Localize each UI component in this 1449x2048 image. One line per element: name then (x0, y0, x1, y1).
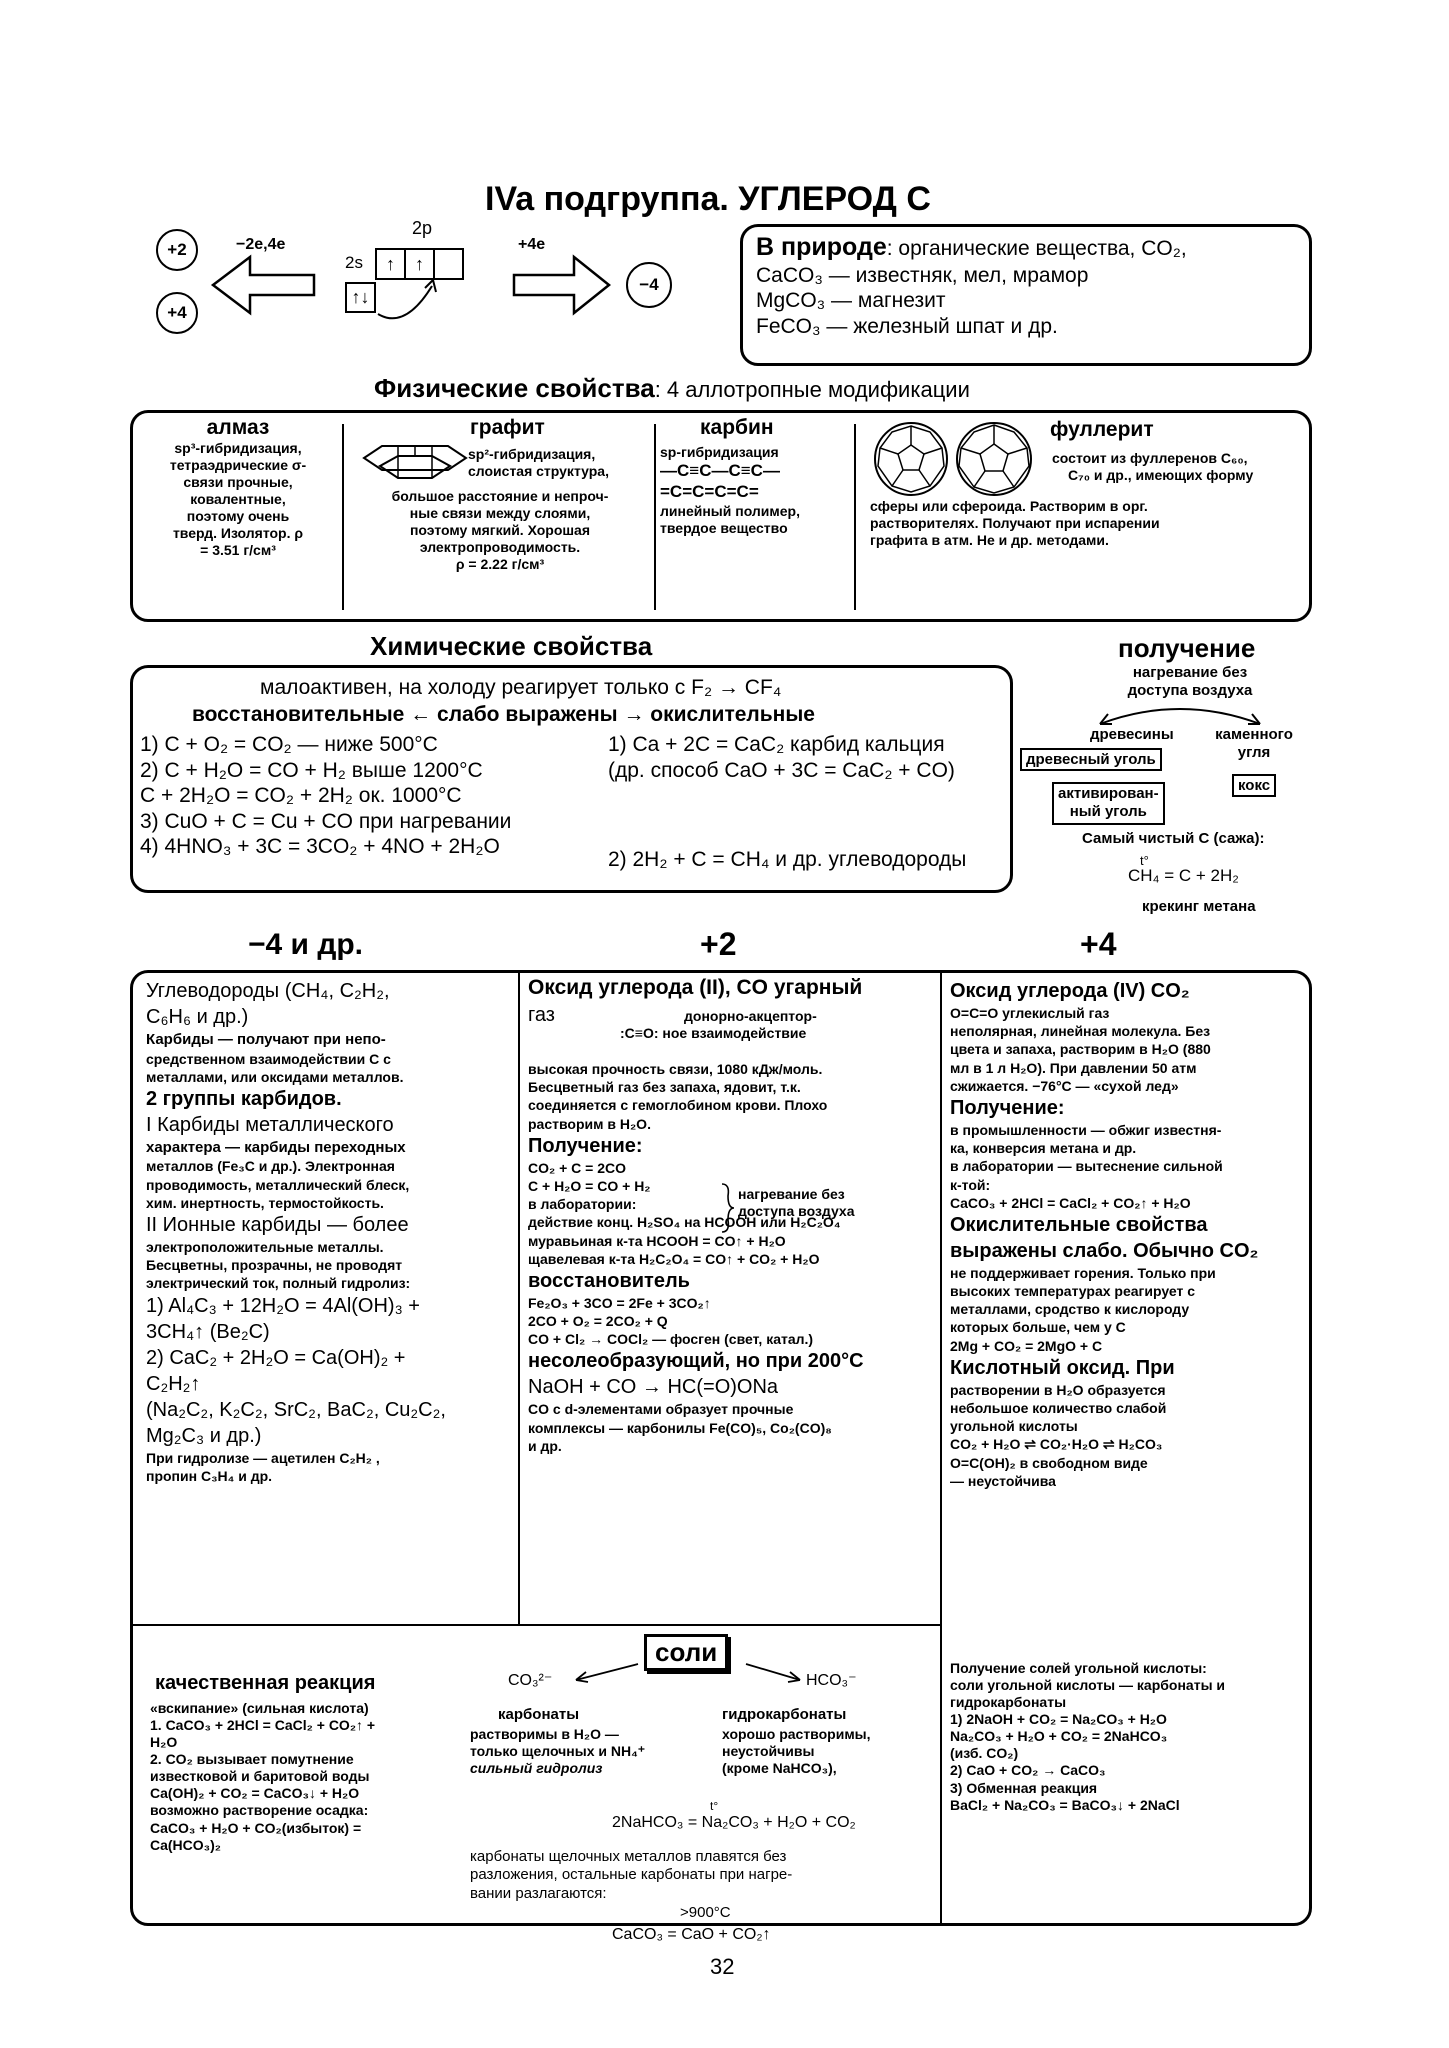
co2-line: в лаборатории — вытеснение сильной (950, 1158, 1223, 1175)
karbin-line: линейный полимер, (660, 502, 800, 519)
fullerit-text (870, 498, 1160, 549)
fullerit-line: растворителях. Получают при испарении (870, 515, 1160, 532)
graphite-structure-icon (358, 438, 472, 484)
divider (518, 972, 520, 1624)
carbide-line: проводимость, металлический блеск, (146, 1176, 410, 1193)
melt-line: вании разлагаются: (470, 1884, 607, 1902)
production-sub (1110, 664, 1270, 701)
grafit-line: большое расстояние и непроч- (391, 488, 609, 504)
fullerit-line: сферы или сфероида. Растворим в орг. (870, 498, 1148, 514)
almaz-line: тверд. Изолятор. ρ (172, 525, 304, 542)
right-arrow-icon (744, 1660, 804, 1686)
karbin-line: sp-гибридизация (660, 444, 779, 460)
carbide-line: электроположительные металлы. (146, 1238, 384, 1255)
kam-label (1212, 726, 1296, 763)
orbital-2p-label: 2p (412, 218, 433, 238)
carb-line: только щелочных и NH₄⁺ (470, 1743, 646, 1760)
co2-line: — неустойчива (950, 1472, 1056, 1489)
chemical-line1: малоактивен, на холоду реагирует только с F₂ → CF₄ (260, 676, 782, 699)
page-title: IVa подгруппа. УГЛЕРОД С (485, 180, 931, 218)
carbide-line: металлами, или оксидами металлов. (146, 1068, 404, 1085)
qual-line: известковой и баритовой воды (150, 1768, 370, 1785)
salts-right-line: Na₂CO₃ + H₂O + CO₂ = 2NaHCO₃ (950, 1728, 1168, 1745)
carbonates-text (470, 1726, 645, 1777)
salts-right-line: 3) Обменная реакция (950, 1779, 1098, 1796)
donor-line: донорно-акцептор- (684, 1008, 817, 1024)
hydrocarbons-carbides-column (146, 978, 516, 1485)
co2-line: в промышленности — обжиг известня- (950, 1121, 1222, 1138)
hcarb-line: хорошо растворимы, (722, 1726, 871, 1742)
grafit-right-text (468, 446, 609, 480)
orbital-2p-cell-1: ↑ (375, 248, 406, 280)
kam-line: каменного (1215, 726, 1293, 743)
co2-line: Кислотный оксид. При (950, 1356, 1175, 1379)
grafit-line: поэтому мягкий. Хорошая (409, 522, 591, 539)
co2-line: O=C=O углекислый газ (950, 1005, 1110, 1021)
ox-header-plus2: +2 (700, 926, 737, 962)
hcarb-line: (кроме NaHCO₃), (722, 1760, 837, 1777)
carb-line: сильный гидролиз (470, 1760, 603, 1777)
fullerit-line: состоит из фуллеренов C₆₀, (1052, 450, 1248, 466)
caco3-decomp: CaCO₃ = CaO + CO₂↑ (612, 1926, 771, 1943)
carbide-line: II Ионные карбиды — более (146, 1213, 409, 1236)
co2-line: выражены слабо. Обычно CO₂ (950, 1239, 1259, 1262)
almaz-line: поэтому очень (186, 508, 290, 525)
co-line: комплексы — карбонилы Fe(CO)₅, Co₂(CO)₈ (528, 1419, 832, 1436)
cracking-equation: CH₄ = C + 2H₂ (1128, 866, 1239, 885)
co2-line: угольной кислоты (950, 1418, 1078, 1435)
carbide-line: 1) Al₄C₃ + 12H₂O = 4Al(OH)₃ + (146, 1294, 420, 1317)
co-line: несолеобразующий, но при 200°C (528, 1350, 864, 1373)
carbide-line: пропин C₃H₄ и др. (146, 1467, 273, 1484)
qual-heading: качественная реакция (155, 1672, 376, 1694)
electron-gain-label: +4e (518, 236, 546, 253)
right-arrow-icon (512, 254, 612, 316)
grafit-text (350, 488, 650, 573)
page-number: 32 (710, 1954, 735, 1979)
salts-title-box (644, 1634, 728, 1671)
donor-line: :C≡O: ное взаимодействие (620, 1025, 807, 1042)
electron-loss-label: −2e,4e (236, 236, 286, 253)
brace-note-line: доступа воздуха (738, 1203, 855, 1220)
fullerene-c70-icon (954, 420, 1034, 498)
co2-line: O=C(OH)₂ в свободном виде (950, 1454, 1148, 1471)
co2-line: CaCO₃ + 2HCl = CaCl₂ + CO₂↑ + H₂O (950, 1194, 1191, 1211)
physical-heading: Физические свойства: 4 аллотропные модификации (374, 373, 970, 403)
co2-line: Окислительные свойства (950, 1213, 1208, 1236)
carbide-line: 3CH₄↑ (Be₂C) (146, 1320, 270, 1343)
carbide-line: 2) CaC₂ + 2H₂O = Ca(OH)₂ + (146, 1346, 406, 1369)
carbide-line: Карбиды — получают при непо- (146, 1031, 386, 1048)
co3-ion: CO₃²⁻ (508, 1672, 553, 1689)
almaz-line: связи прочные, (183, 474, 293, 491)
salts-right-line: BaCl₂ + Na₂CO₃ = BaCO₃↓ + 2NaCl (950, 1796, 1180, 1813)
almaz-line: = 3.51 г/см³ (200, 542, 276, 559)
qual-line: Ca(OH)₂ + CO₂ = CaCO₃↓ + H₂O (150, 1785, 360, 1802)
co2-line: к-той: (950, 1176, 991, 1193)
reaction-line: 3) CuO + C = Cu + CO при нагревании (140, 809, 512, 833)
co2-line: высоких температурах реагирует с (950, 1283, 1196, 1300)
ox-header-minus4: −4 и др. (248, 928, 364, 961)
chemical-line2: восстановительные ← слабо выражены → окислительные (192, 703, 815, 726)
grafit-line: слоистая структура, (468, 463, 609, 480)
co-heading: Оксид углерода (II), CO угарный (528, 976, 863, 999)
co-line: Бесцветный газ без запаха, ядовит, т.к. (528, 1079, 801, 1096)
karbin-line: —C≡C—C≡C— (660, 461, 780, 481)
nature-line: : органические вещества, CO₂, (886, 237, 1187, 260)
production-sub-line: нагревание без (1132, 664, 1248, 681)
oxidation-plus2-circle: +2 (156, 229, 198, 271)
almaz-title: алмаз (206, 416, 270, 439)
co2-line: небольшое количество слабой (950, 1400, 1167, 1416)
nature-heading: В природе (756, 233, 887, 261)
co-line: щавелевая к-та H₂C₂O₄ = CO↑ + CO₂ + H₂O (528, 1250, 820, 1267)
grafit-line: ρ = 2.22 г/см³ (455, 556, 545, 573)
almaz-line: ковалентные, (190, 491, 286, 508)
carbide-line: Mg₂C₃ и др.) (146, 1424, 262, 1447)
karbin-line: твердое вещество (660, 519, 788, 536)
melt-line: карбонаты щелочных металлов плавятся без (470, 1848, 787, 1865)
qual-line: H₂O (150, 1734, 178, 1751)
co2-line: мл в 1 л H₂O). При давлении 50 атм (950, 1059, 1197, 1076)
salts-right-line: гидрокарбонаты (950, 1694, 1067, 1711)
decomp-equation: 2NaHCO₃ = Na₂CO₃ + H₂O + CO₂ (612, 1814, 856, 1831)
co2-line: не поддерживает горения. Только при (950, 1264, 1216, 1281)
co2-line: цвета и запаха, растворим в H₂O (880 (950, 1041, 1211, 1058)
decomp-t: t° (710, 1799, 719, 1813)
grafit-line: электропроводимость. (419, 539, 581, 556)
production-sub-line: доступа воздуха (1127, 682, 1253, 700)
co-line: действие конц. H₂SO₄ на HCOOH или H₂C₂O₄ (528, 1214, 841, 1231)
grafit-title: графит (470, 416, 545, 439)
kam-line: угля (1237, 744, 1271, 762)
co2-column (950, 978, 1306, 1490)
co-line: растворим в H₂O. (528, 1115, 651, 1132)
fullerit-line: графита в атм. He и др. методами. (870, 532, 1109, 549)
salts-right-line: 1) 2NaOH + CO₂ = Na₂CO₃ + H₂O (950, 1711, 1167, 1728)
reaction-line: 2) C + H₂O = CO + H₂ выше 1200°C (140, 758, 483, 782)
qual-line: Ca(HCO₃)₂ (150, 1836, 222, 1853)
almaz-section (140, 416, 336, 560)
nature-line: CaCO₃ — известняк, мел, мрамор (756, 263, 1089, 287)
nature-line: MgCO₃ — магнезит (756, 289, 946, 313)
almaz-line: тетраэдрические σ- (169, 457, 307, 474)
coke-box: кокс (1232, 774, 1276, 797)
activated-carbon-box (1052, 782, 1165, 825)
co2-line: CO₂ + H₂O ⇌ CO₂·H₂O ⇌ H₂CO₃ (950, 1436, 1163, 1453)
co-line: CO₂ + C = 2CO (528, 1159, 627, 1176)
left-arrow-icon (570, 1660, 640, 1686)
ox-header-plus4: +4 (1080, 926, 1117, 962)
co-line: CO + Cl₂ → COCl₂ — фосген (свет, катал.) (528, 1331, 814, 1348)
melt-line: разложения, остальные карбонаты при нагре- (470, 1866, 793, 1884)
co-line: соединяется с гемоглобином крови. Плохо (528, 1097, 828, 1114)
activated-line: активирован- (1058, 785, 1159, 802)
karbin-section (660, 416, 850, 537)
reaction-line: 4) 4HNO₃ + 3C = 3CO₂ + 4NO + 2H₂O (140, 835, 500, 859)
production-branch-icon (1080, 702, 1280, 728)
carbide-line: I Карбиды металлического (146, 1113, 394, 1136)
co-line: NaOH + CO → HC(=O)ONa (528, 1376, 779, 1399)
fullerit-title: фуллерит (1050, 418, 1154, 441)
co-line: CO с d-элементами образует прочные (528, 1401, 794, 1418)
co-line: восстановитель (528, 1269, 690, 1292)
hco3-ion: HCO₃⁻ (806, 1672, 857, 1689)
co2-line: ка, конверсия метана и др. (950, 1140, 1137, 1157)
carbide-line: Бесцветны, прозрачны, не проводят (146, 1257, 403, 1274)
carbide-line: C₆H₆ и др.) (146, 1006, 249, 1028)
carbonates-heading: карбонаты (498, 1706, 579, 1723)
melt-text (470, 1848, 792, 1903)
orbital-2s-cell: ↑↓ (345, 282, 376, 313)
brace-note-line: нагревание без (738, 1186, 845, 1202)
co-line: 2CO + O₂ = 2CO₂ + Q (528, 1313, 668, 1330)
production-heading: получение (1118, 633, 1256, 663)
divider (342, 424, 344, 610)
co-line: муравьиная к-та HCOOH = CO↑ + H₂O (528, 1232, 786, 1249)
promotion-arrow-icon (370, 270, 450, 330)
co2-line: Оксид углерода (IV) CO₂ (950, 980, 1190, 1002)
carbide-line: характера — карбиды переходных (146, 1138, 406, 1156)
oxidation-minus4-circle: −4 (626, 262, 672, 308)
reaction-line: 2) 2H₂ + C = CH₄ и др. углеводороды (608, 848, 967, 871)
co-donor (620, 1008, 817, 1042)
salts-right-line: (изб. CO₂) (950, 1745, 1019, 1762)
co-line: в лаборатории: (528, 1196, 637, 1213)
salts-right-line: соли угольной кислоты — карбонаты и (950, 1677, 1226, 1694)
reaction-line: (др. способ CaO + 3C = CaC₂ + CO) (608, 758, 955, 782)
divider (132, 1624, 940, 1626)
hydrocarbonates-text (722, 1726, 871, 1777)
co2-line: которых больше, чем у C (950, 1319, 1126, 1336)
carb-line: растворимы в H₂O — (470, 1726, 619, 1742)
qual-line: CaCO₃ + H₂O + CO₂(избыток) = (150, 1819, 362, 1836)
salts-right-text (950, 1660, 1225, 1814)
orbital-2p-cell-2: ↑ (404, 248, 435, 280)
carbide-line: При гидролизе — ацетилен C₂H₂ , (146, 1449, 380, 1466)
qual-line: 1. CaCO₃ + 2HCl = CaCl₂ + CO₂↑ + (150, 1717, 376, 1734)
co2-line: неполярная, линейная молекула. Без (950, 1023, 1211, 1040)
qual-line: 2. CO₂ вызывает помутнение (150, 1751, 354, 1768)
carbide-line: хим. инертность, термостойкость. (146, 1194, 384, 1211)
left-arrow-icon (210, 254, 316, 316)
salts-title: соли (655, 1637, 718, 1667)
karbin-line: =C=C=C=C= (660, 481, 759, 501)
co-gas: газ (528, 1004, 555, 1026)
divider (654, 424, 656, 610)
chemical-left-reactions (140, 732, 511, 860)
fullerit-right-text (1052, 450, 1253, 484)
qual-line: возможно растворение осадка: (150, 1802, 369, 1819)
fullerit-line: C₇₀ и др., имеющих форму (1068, 467, 1254, 484)
divider (854, 424, 856, 610)
brace-note (738, 1186, 855, 1220)
cracking-t: t° (1140, 853, 1149, 868)
salts-right-line: Получение солей угольной кислоты: (950, 1660, 1207, 1676)
co-line: высокая прочность связи, 1080 кДж/моль. (528, 1061, 823, 1077)
reaction-line: 1) Ca + 2C = CaC₂ карбид кальция (608, 733, 945, 756)
grafit-line: sp²-гибридизация, (468, 446, 596, 462)
co-line: C + H₂O = CO + H₂ (528, 1177, 651, 1194)
fullerene-c60-icon (872, 420, 950, 498)
qual-text (150, 1700, 375, 1854)
co2-line: 2Mg + CO₂ = 2MgO + C (950, 1337, 1103, 1354)
carbide-line: (Na₂C₂, K₂C₂, SrC₂, BaC₂, Cu₂C₂, (146, 1398, 446, 1421)
carbide-line: электрический ток, полный гидролиз: (146, 1275, 411, 1292)
co-line: Получение: (528, 1134, 643, 1157)
karbin-title: карбин (700, 416, 774, 439)
carbide-line: металлов (Fe₃C и др.). Электронная (146, 1158, 395, 1175)
pure-carbon-label: Самый чистый C (сажа): (1082, 830, 1265, 847)
activated-line: ный уголь (1069, 803, 1147, 821)
almaz-line: sp³-гибридизация, (174, 440, 302, 456)
reaction-line: C + 2H₂O = CO₂ + 2H₂ ок. 1000°C (140, 784, 462, 808)
hcarb-line: неустойчивы (722, 1743, 815, 1760)
temp-label: >900°C (680, 1904, 731, 1921)
charcoal-box: древесный уголь (1020, 748, 1162, 771)
carbide-line: C₂H₂↑ (146, 1372, 201, 1395)
carbide-line: средственном взаимодействии C с (146, 1050, 391, 1067)
co-column (528, 1060, 936, 1455)
salts-right-line: 2) CaO + CO₂ → CaCO₃ (950, 1762, 1106, 1779)
reaction-line: 1) C + O₂ = CO₂ — ниже 500°C (140, 733, 438, 756)
chemical-right-reactions (608, 732, 955, 783)
qual-line: «вскипание» (сильная кислота) (150, 1700, 369, 1716)
co2-line: металлами, сродство к кислороду (950, 1301, 1190, 1318)
nature-text (756, 232, 1187, 339)
co2-line: растворении в H₂O образуется (950, 1381, 1166, 1398)
nature-line: FeCO₃ — железный шпат и др. (756, 314, 1058, 338)
hydrocarbonates-heading: гидрокарбонаты (722, 1706, 847, 1723)
orbital-2s-label: 2s (345, 253, 363, 272)
brace-icon (720, 1182, 736, 1234)
carbide-line: Углеводороды (CH₄, C₂H₂, (146, 980, 390, 1002)
chemical-heading: Химические свойства (370, 631, 653, 661)
co-line: Fe₂O₃ + 3CO = 2Fe + 3CO₂↑ (528, 1294, 711, 1311)
carbide-line: 2 группы карбидов. (146, 1087, 342, 1110)
oxidation-plus4-circle: +4 (156, 292, 198, 334)
co2-line: сжижается. −76°C — «сухой лед» (950, 1077, 1179, 1094)
co-line: и др. (528, 1437, 562, 1454)
divider (940, 972, 942, 1924)
co2-line: Получение: (950, 1096, 1065, 1119)
drev-label: древесины (1090, 726, 1174, 743)
grafit-line: ные связи между слоями, (409, 505, 591, 522)
cracking-label: крекинг метана (1142, 898, 1256, 915)
